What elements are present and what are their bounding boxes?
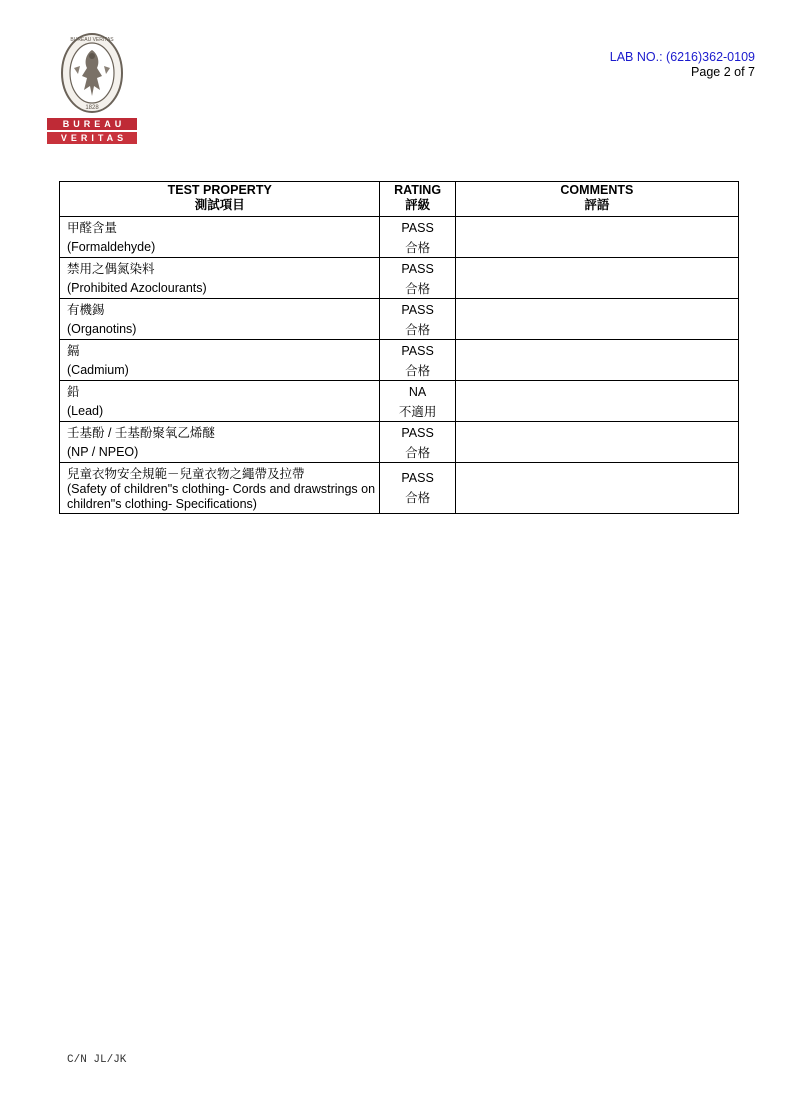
- header-comments-zh: 評語: [584, 198, 610, 212]
- property-name-en: (Lead): [67, 404, 104, 418]
- rating-zh: 合格: [405, 282, 431, 296]
- footer-cn-code: C/N JL/JK: [67, 1054, 127, 1066]
- rating-cell: [380, 340, 455, 381]
- rating-cell: [380, 299, 455, 340]
- property-name-en: (Organotins): [67, 322, 137, 336]
- rating-en: PASS: [401, 262, 434, 276]
- header-rating-en: RATING: [394, 183, 442, 197]
- rating-zh: 合格: [405, 491, 431, 505]
- rating-en: PASS: [401, 344, 434, 358]
- test-property-cell: [60, 381, 380, 422]
- header-comments-en: COMMENTS: [560, 183, 634, 197]
- comments-cell: [455, 217, 738, 258]
- rating-cell: [380, 463, 455, 514]
- rating-zh: 不適用: [398, 405, 437, 419]
- property-name-zh: 甲醛含量: [67, 221, 118, 235]
- table-row: [60, 381, 739, 422]
- header-property-zh: 測試項目: [194, 198, 245, 212]
- rating-en: PASS: [401, 303, 434, 317]
- test-property-cell: [60, 340, 380, 381]
- test-property-cell: [60, 422, 380, 463]
- table-row: [60, 340, 739, 381]
- property-name-zh: 禁用之偶氮染料: [67, 262, 155, 276]
- page-number: Page 2 of 7: [691, 65, 755, 79]
- table-row: [60, 422, 739, 463]
- seal-year: 1828: [85, 105, 99, 111]
- rating-en: PASS: [401, 221, 434, 235]
- seal-text: BUREAU VERITAS: [70, 37, 114, 43]
- property-name-zh: 鉛: [67, 385, 80, 399]
- rating-zh: 合格: [405, 446, 431, 460]
- rating-cell: [380, 258, 455, 299]
- comments-cell: [455, 258, 738, 299]
- property-name-zh: 鎘: [67, 344, 80, 358]
- table-header-row: [60, 182, 739, 217]
- bureau-veritas-logo: [47, 32, 137, 148]
- rating-cell: [380, 381, 455, 422]
- test-property-cell: [60, 258, 380, 299]
- test-property-cell: [60, 217, 380, 258]
- rating-cell: [380, 217, 455, 258]
- property-name-zh: 有機錫: [67, 303, 105, 317]
- property-name-en: (Cadmium): [67, 363, 129, 377]
- test-property-cell: [60, 299, 380, 340]
- comments-cell: [455, 299, 738, 340]
- logo-bar-veritas: VERITAS: [47, 132, 137, 144]
- rating-cell: [380, 422, 455, 463]
- comments-cell: [455, 381, 738, 422]
- table-row: [60, 299, 739, 340]
- rating-zh: 合格: [405, 241, 431, 255]
- lab-number: LAB NO.: (6216)362-0109: [609, 50, 755, 64]
- test-results-table: [59, 181, 739, 514]
- rating-en: PASS: [401, 471, 434, 485]
- comments-cell: [455, 463, 738, 514]
- table-row: [60, 463, 739, 514]
- comments-cell: [455, 340, 738, 381]
- property-name-zh: 壬基酚 / 壬基酚聚氧乙烯醚: [67, 426, 215, 440]
- header-rating-zh: 評級: [405, 198, 431, 212]
- test-property-cell: [60, 463, 380, 514]
- logo-bar-bureau: BUREAU: [47, 118, 137, 130]
- seal-emblem-icon: [60, 32, 124, 114]
- header-test-property: [60, 182, 380, 217]
- rating-zh: 合格: [405, 364, 431, 378]
- property-name-en: (NP / NPEO): [67, 445, 139, 459]
- comments-cell: [455, 422, 738, 463]
- table-row: [60, 217, 739, 258]
- header-comments: [455, 182, 738, 217]
- rating-en: NA: [408, 385, 427, 399]
- table-row: [60, 258, 739, 299]
- property-name-en: (Formaldehyde): [67, 240, 156, 254]
- property-name-zh: 兒童衣物安全規範－兒童衣物之繩帶及拉帶: [67, 467, 305, 481]
- property-name-en: (Safety of children"s clothing- Cords and drawstrings on children"s clothing- Specifications): [67, 482, 376, 511]
- header-rating: [380, 182, 455, 217]
- property-name-en: (Prohibited Azoclourants): [67, 281, 207, 295]
- header-property-en: TEST PROPERTY: [167, 183, 272, 197]
- report-header: [610, 50, 755, 80]
- rating-en: PASS: [401, 426, 434, 440]
- rating-zh: 合格: [405, 323, 431, 337]
